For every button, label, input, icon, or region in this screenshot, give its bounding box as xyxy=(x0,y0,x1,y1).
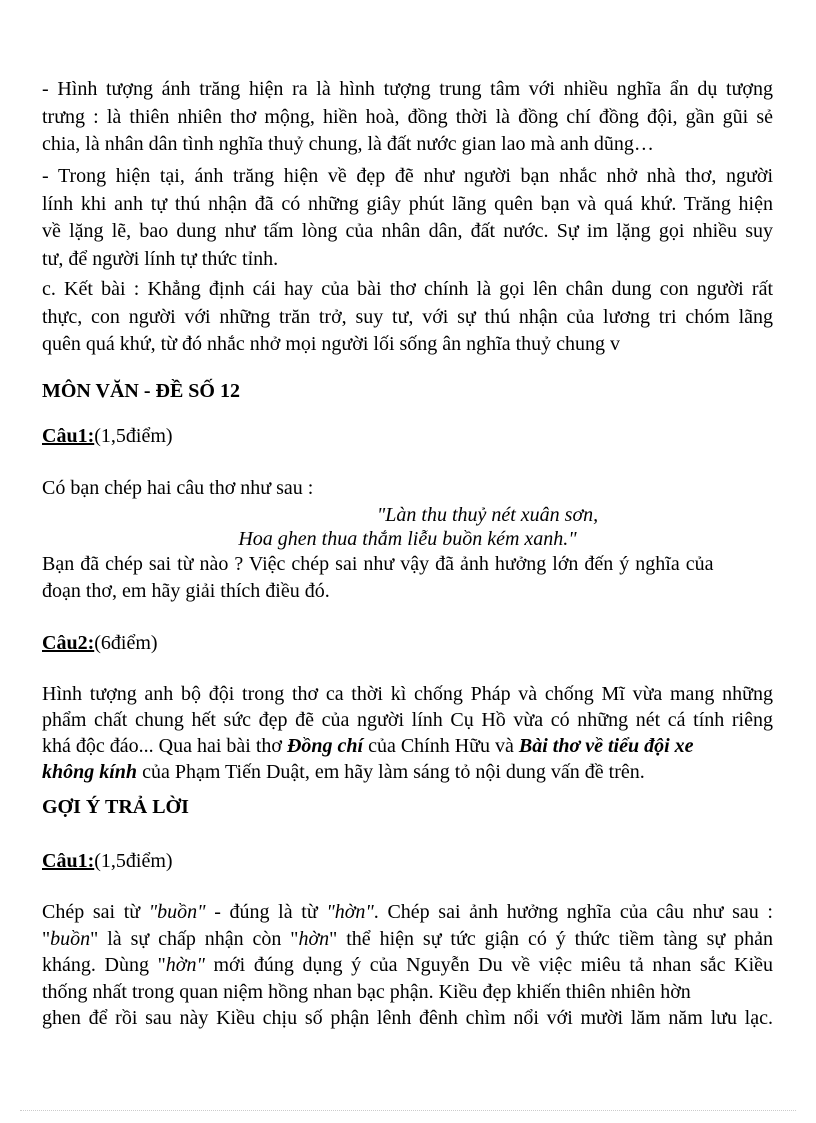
question-1-body xyxy=(42,475,773,606)
text-line: về lặng lẽ, bao dung như tấm lòng của nhân dân, đất nước. Sự im lặng gọi nhiều suy xyxy=(42,220,773,242)
text: " là sự chấp nhận còn " xyxy=(90,927,299,950)
word: buồn xyxy=(50,927,91,950)
paragraph-conclusion xyxy=(42,276,773,359)
text-line: Bạn đã chép sai từ nào ? Việc chép sai như vậy đã ảnh hưởng lớn đến ý nghĩa của xyxy=(42,552,714,575)
text-line xyxy=(42,733,773,759)
question-number: Câu2: xyxy=(42,632,95,654)
word: "hờn" xyxy=(326,901,374,923)
text: kháng. Dùng " xyxy=(42,954,166,976)
text: mới đúng dụng ý của Nguyễn Du về việc miêu tả nhan sắc Kiều xyxy=(204,954,774,976)
text: " xyxy=(42,927,51,950)
text: của Chính Hữu và xyxy=(363,735,519,757)
text-line xyxy=(42,952,773,979)
text-line: Hình tượng anh bộ đội trong thơ ca thời kì chống Pháp và chống Mĩ vừa mang những xyxy=(42,683,773,705)
question-2-label xyxy=(42,630,773,658)
text-line: ghen để rồi sau này Kiều chịu số phận lênh đênh chìm nổi với mười lăm năm lưu lạc. xyxy=(42,1007,773,1029)
text-line: Có bạn chép hai câu thơ như sau : xyxy=(42,477,314,499)
text-line: - Trong hiện tại, ánh trăng hiện về đẹp đẽ như người bạn nhắc nhở nhà thơ, người xyxy=(42,165,773,187)
question-points: (1,5điểm) xyxy=(94,425,173,447)
text-line: trưng : là thiên nhiên thơ mộng, hiền hoà, đồng thời là đồng chí đồng đội, gần gũi sẻ xyxy=(42,105,773,128)
poem-title: Đồng chí xyxy=(286,735,364,757)
text: Chép sai từ xyxy=(42,901,149,923)
text-line: thống nhất trong quan niệm hồng nhan bạc phận. Kiều đẹp khiến thiên nhiên hờn xyxy=(42,980,691,1003)
word: hờn xyxy=(298,927,330,950)
text: - đúng là từ xyxy=(205,901,327,923)
text-line xyxy=(42,926,773,953)
answer-1-body xyxy=(42,899,773,1032)
text: khá độc đáo... Qua hai bài thơ xyxy=(42,735,287,757)
answer-1-label xyxy=(42,848,773,876)
text-line: đoạn thơ, em hãy giải thích điều đó. xyxy=(42,580,330,602)
text: của Phạm Tiến Duật, em hãy làm sáng tỏ nội dung vấn đề trên. xyxy=(137,761,645,783)
text-line: lính khi anh tự thú nhận đã có những giây phút lãng quên bạn và quá khứ. Trăng hiện xyxy=(42,192,773,215)
poem-line: Hoa ghen thua thắm liễu buồn kém xanh." xyxy=(238,527,577,550)
question-points: (1,5điểm) xyxy=(94,850,173,872)
paragraph-moon-image xyxy=(42,76,773,159)
question-number: Câu1: xyxy=(42,425,95,447)
exam-heading: MÔN VĂN - ĐỀ SỐ 12 xyxy=(42,380,240,402)
text-line: chia, là nhân dân tình nghĩa thuỷ chung, là đất nước gian lao mà anh dũng… xyxy=(42,133,654,155)
text-line: tư, để người lính tự thức tỉnh. xyxy=(42,247,279,270)
word: "buồn" xyxy=(148,901,206,923)
page-bottom-divider xyxy=(20,1110,796,1111)
question-2-body xyxy=(42,681,773,785)
text-line: phẩm chất chung hết sức đẹp đẽ của người lính Cụ Hồ vừa có những nét cá tính riêng xyxy=(42,709,773,731)
question-1-label xyxy=(42,423,773,451)
text-line: quên quá khứ, từ đó nhắc nhở mọi người lối sống ân nghĩa thuỷ chung v xyxy=(42,333,621,355)
answer-heading: GỢI Ý TRẢ LỜI xyxy=(42,796,189,818)
poem-title: không kính xyxy=(42,761,138,783)
text-line xyxy=(42,899,773,926)
text: " thể hiện sự tức giận có ý thức tiềm tàng sự phản xyxy=(329,927,773,950)
text: . Chép sai ảnh hưởng nghĩa của câu như sau : xyxy=(373,901,773,923)
question-number: Câu1: xyxy=(42,850,95,872)
text-line xyxy=(42,759,773,785)
question-points: (6điểm) xyxy=(94,632,158,654)
word: hờn" xyxy=(165,954,205,976)
text-line: thực, con người với những trăn trở, suy tư, với sự thú nhận của lương tri chóm lãng xyxy=(42,305,773,328)
poem-line: "Làn thu thuỷ nét xuân sơn, xyxy=(376,503,599,526)
text-line: c. Kết bài : Khẳng định cái hay của bài thơ chính là gọi lên chân dung con người rất xyxy=(42,278,773,300)
text-line: - Hình tượng ánh trăng hiện ra là hình tượng trung tâm với nhiều nghĩa ẩn dụ tượng xyxy=(42,78,773,100)
paragraph-present-moon xyxy=(42,163,773,273)
poem-title: Bài thơ về tiểu đội xe xyxy=(518,735,694,757)
